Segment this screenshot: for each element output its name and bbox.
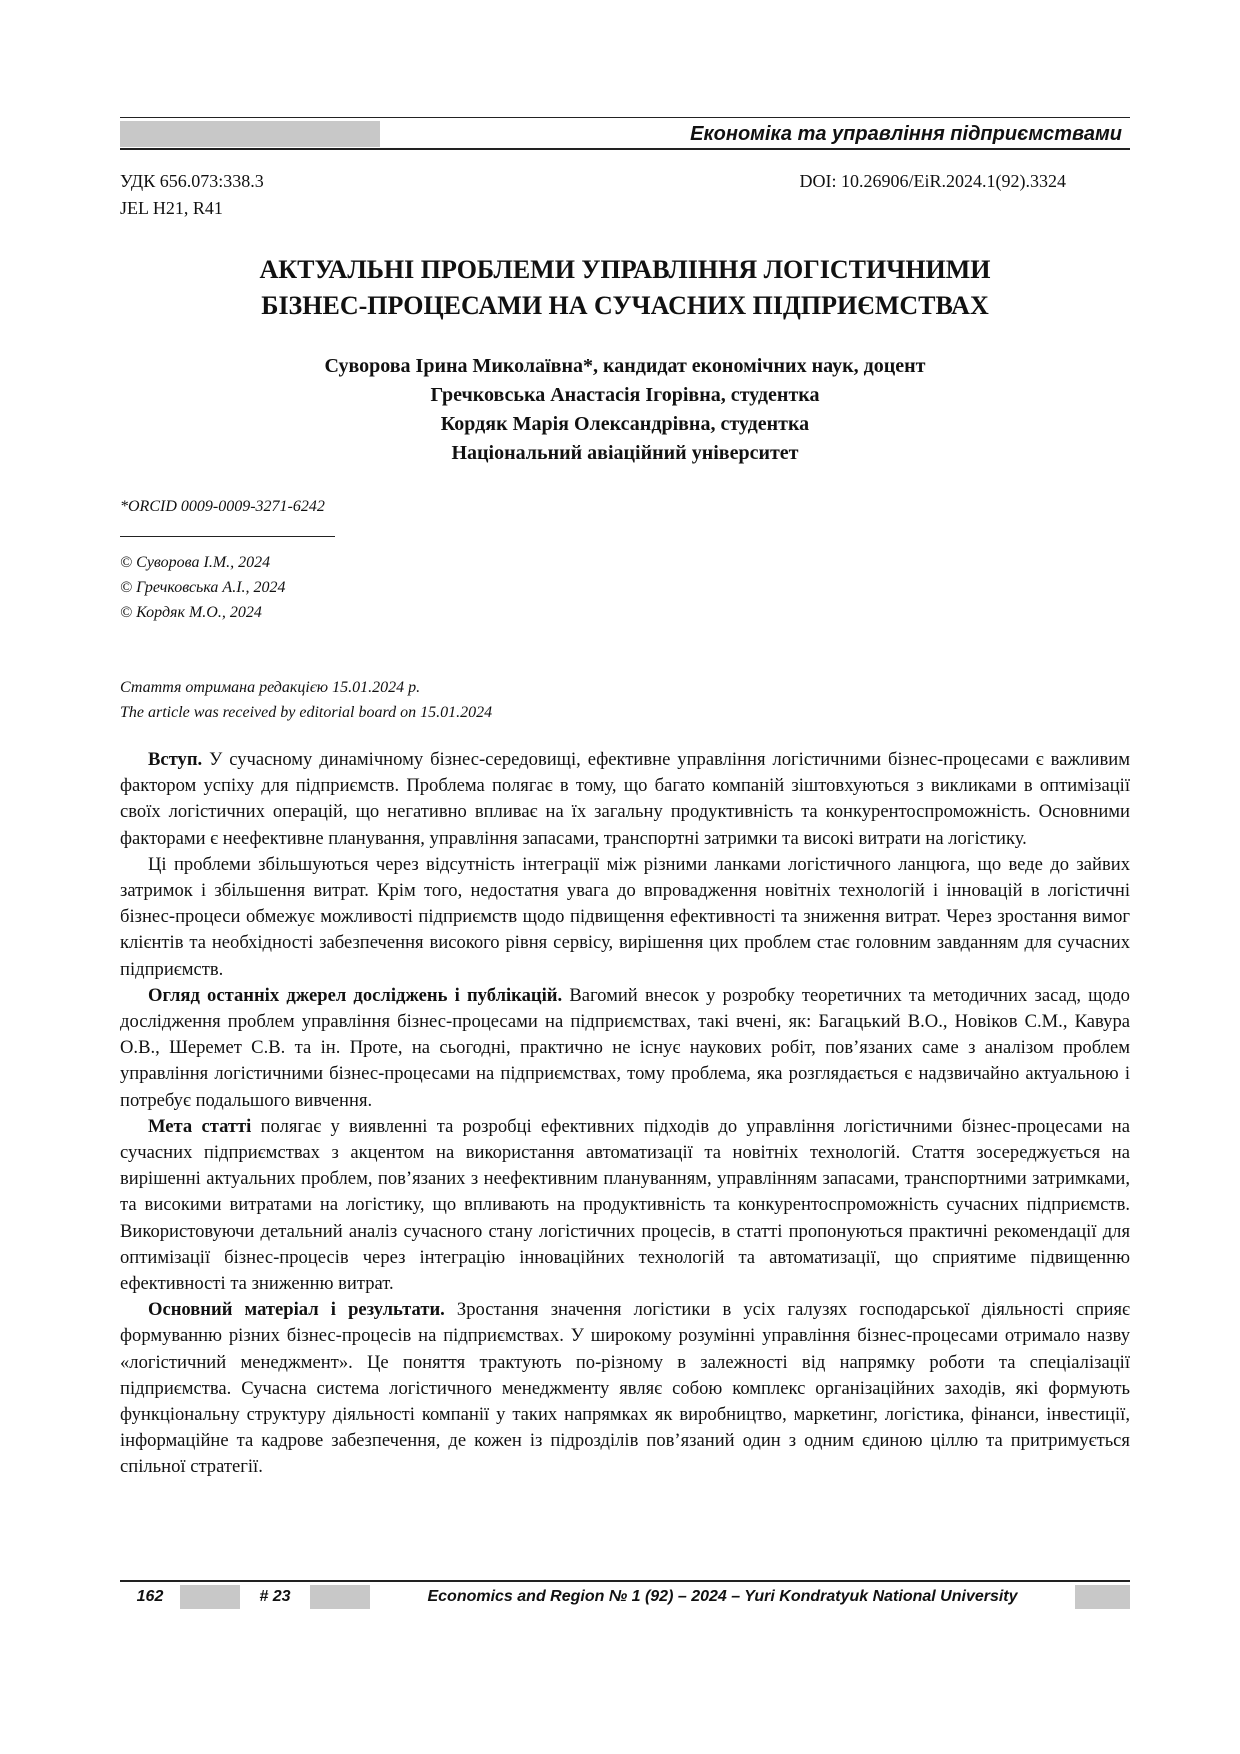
- issue-number: # 23: [259, 1588, 291, 1605]
- copyright-line: © Гречковська А.І., 2024: [120, 579, 286, 596]
- paragraph-heading: Мета статті: [148, 1115, 252, 1137]
- paragraph-text: У сучасному динамічному бізнес-середовищі, ефективне управління логістичними бізнес-процесами є важливим фактором успіху для підприємств. Проблема полягає в тому, що багато компаній зіштовхуються з викликами в оптимізації своїх логістичних операцій, що негативно впливає на їх загальну продуктивність та конкурентоспроможність. Основними факторами є неефективне планування, управління запасами, транспортні затримки та високі витрати на логістику.: [120, 749, 1130, 849]
- copyright-line: © Кордяк М.О., 2024: [120, 604, 262, 621]
- jel-code: JEL H21, R41: [120, 198, 223, 218]
- received-ua: Стаття отримана редакцією 15.01.2024 р.: [120, 679, 421, 696]
- copyright-line: © Суворова І.М., 2024: [120, 554, 271, 571]
- received-en: The article was received by editorial board on 15.01.2024: [120, 704, 493, 721]
- article-title: [120, 252, 1130, 324]
- author-2: Гречковська Анастасія Ігорівна, студентка: [430, 384, 820, 406]
- journal-name: Economics and Region № 1 (92) – 2024 – Yuri Kondratyuk National University: [427, 1588, 1018, 1605]
- journal-section-title: Економіка та управління підприємствами: [690, 123, 1122, 145]
- footer-rule: [120, 1580, 1130, 1582]
- authors-block: [120, 352, 1130, 468]
- title-line-2: БІЗНЕС-ПРОЦЕСАМИ НА СУЧАСНИХ ПІДПРИЄМСТВАХ: [261, 291, 989, 320]
- paragraph-heading: Основний матеріал і результати.: [148, 1299, 445, 1321]
- title-line-1: АКТУАЛЬНІ ПРОБЛЕМИ УПРАВЛІННЯ ЛОГІСТИЧНИМИ: [259, 255, 991, 284]
- paragraph-text: полягає у виявленні та розробці ефективних підходів до управління логістичними бізнес-процесами на сучасних підприємствах з акцентом на використання автоматизації та новітніх технологій. Стаття зосереджується на вирішенні актуальних проблем, пов’язаних з неефективним плануванням, управлінням запасами, транспортними затримками, та високими витратами на логістику, що впливають на продуктивність та конкурентоспроможність сучасних підприємств. Використовуючи детальний аналіз сучасного стану логістичних процесів, в статті пропонуються практичні рекомендації для оптимізації бізнес-процесів через інтеграцію інноваційних технологій та автоматизації, що сприятиме підвищенню ефективності та зниженню витрат.: [120, 1115, 1130, 1295]
- paragraph-introduction: [120, 747, 1130, 852]
- footer-gray-block: [310, 1585, 370, 1609]
- udk-code: УДК 656.073:338.3: [120, 171, 264, 191]
- article-body: [120, 747, 1130, 1481]
- paragraph-text: Ці проблеми збільшуються через відсутність інтеграції між різними ланками логістичного ланцюга, що веде до зайвих затримок і збільшення витрат. Крім того, недостатня увага до впровадження новітніх технологій і інновацій в логістичні бізнес-процеси обмежує можливості підприємств щодо підвищення ефективності та зниження витрат. Через зростання вимог клієнтів та необхідності забезпечення високого рівня сервісу, вирішення цих проблем стає головним завданням для сучасних підприємств.: [120, 853, 1130, 980]
- page-number: 162: [136, 1588, 164, 1605]
- running-footer: [120, 1580, 1130, 1609]
- received-note: [120, 675, 492, 725]
- paragraph-problems: [120, 852, 1130, 983]
- article-metadata: [120, 168, 1130, 222]
- paragraph-aim: [120, 1114, 1130, 1297]
- author-3: Кордяк Марія Олександрівна, студентка: [440, 413, 810, 435]
- paragraph-literature-review: [120, 983, 1130, 1114]
- paragraph-heading: Огляд останніх джерел досліджень і публікацій.: [148, 984, 563, 1006]
- author-1: Суворова Ірина Миколаївна*, кандидат економічних наук, доцент: [324, 355, 926, 377]
- copyright-list: [120, 550, 286, 625]
- header-bar: [120, 121, 1130, 147]
- footer-gray-block: [1075, 1585, 1130, 1609]
- footer-gray-block: [180, 1585, 240, 1609]
- running-header: [120, 117, 1130, 150]
- paragraph-text: Вагомий внесок у розробку теоретичних та методичних засад, щодо дослідження проблем управління бізнес-процесами на підприємствах, такі вчені, як: Багацький В.О., Новіков С.М., Кавура О.В., Шеремет С.В. та ін. Проте, на сьогодні, практично не існує наукових робіт, пов’язаних саме з аналізом проблем управління логістичними бізнес-процесами на підприємствах, тому проблема, яка розглядається є надзвичайно актуальною і потребує подальшого вивчення.: [120, 984, 1130, 1111]
- paragraph-heading: Вступ.: [148, 749, 203, 770]
- footer-bar: [120, 1585, 1130, 1609]
- header-rule-bottom: [120, 148, 1130, 150]
- paragraph-main-material: [120, 1297, 1130, 1480]
- orcid: *ORCID 0009-0009-3271-6242: [120, 498, 325, 515]
- header-gray-block: [120, 121, 380, 147]
- doi: DOI: 10.26906/EiR.2024.1(92).3324: [799, 171, 1066, 191]
- affiliation: Національний авіаційний університет: [451, 442, 799, 464]
- footnote-separator: [120, 536, 335, 537]
- paragraph-text: Зростання значення логістики в усіх галузях господарської діяльності сприяє формуванню різних бізнес-процесів на підприємствах. У широкому розумінні управління бізнес-процесами отримало назву «логістичний менеджмент». Це поняття трактують по-різному в залежності від напрямку роботи та спеціалізації підприємства. Сучасна система логістичного менеджменту являє собою комплекс організаційних заходів, які формують функціональну структуру діяльності компанії у таких напрямках як виробництво, маркетинг, логістика, фінанси, інвестиції, інформаційне та кадрове забезпечення, де кожен із підрозділів пов’язаний один з одним єдиною ціллю та притримується спільної стратегії.: [120, 1299, 1130, 1478]
- header-rule-top: [120, 117, 1130, 118]
